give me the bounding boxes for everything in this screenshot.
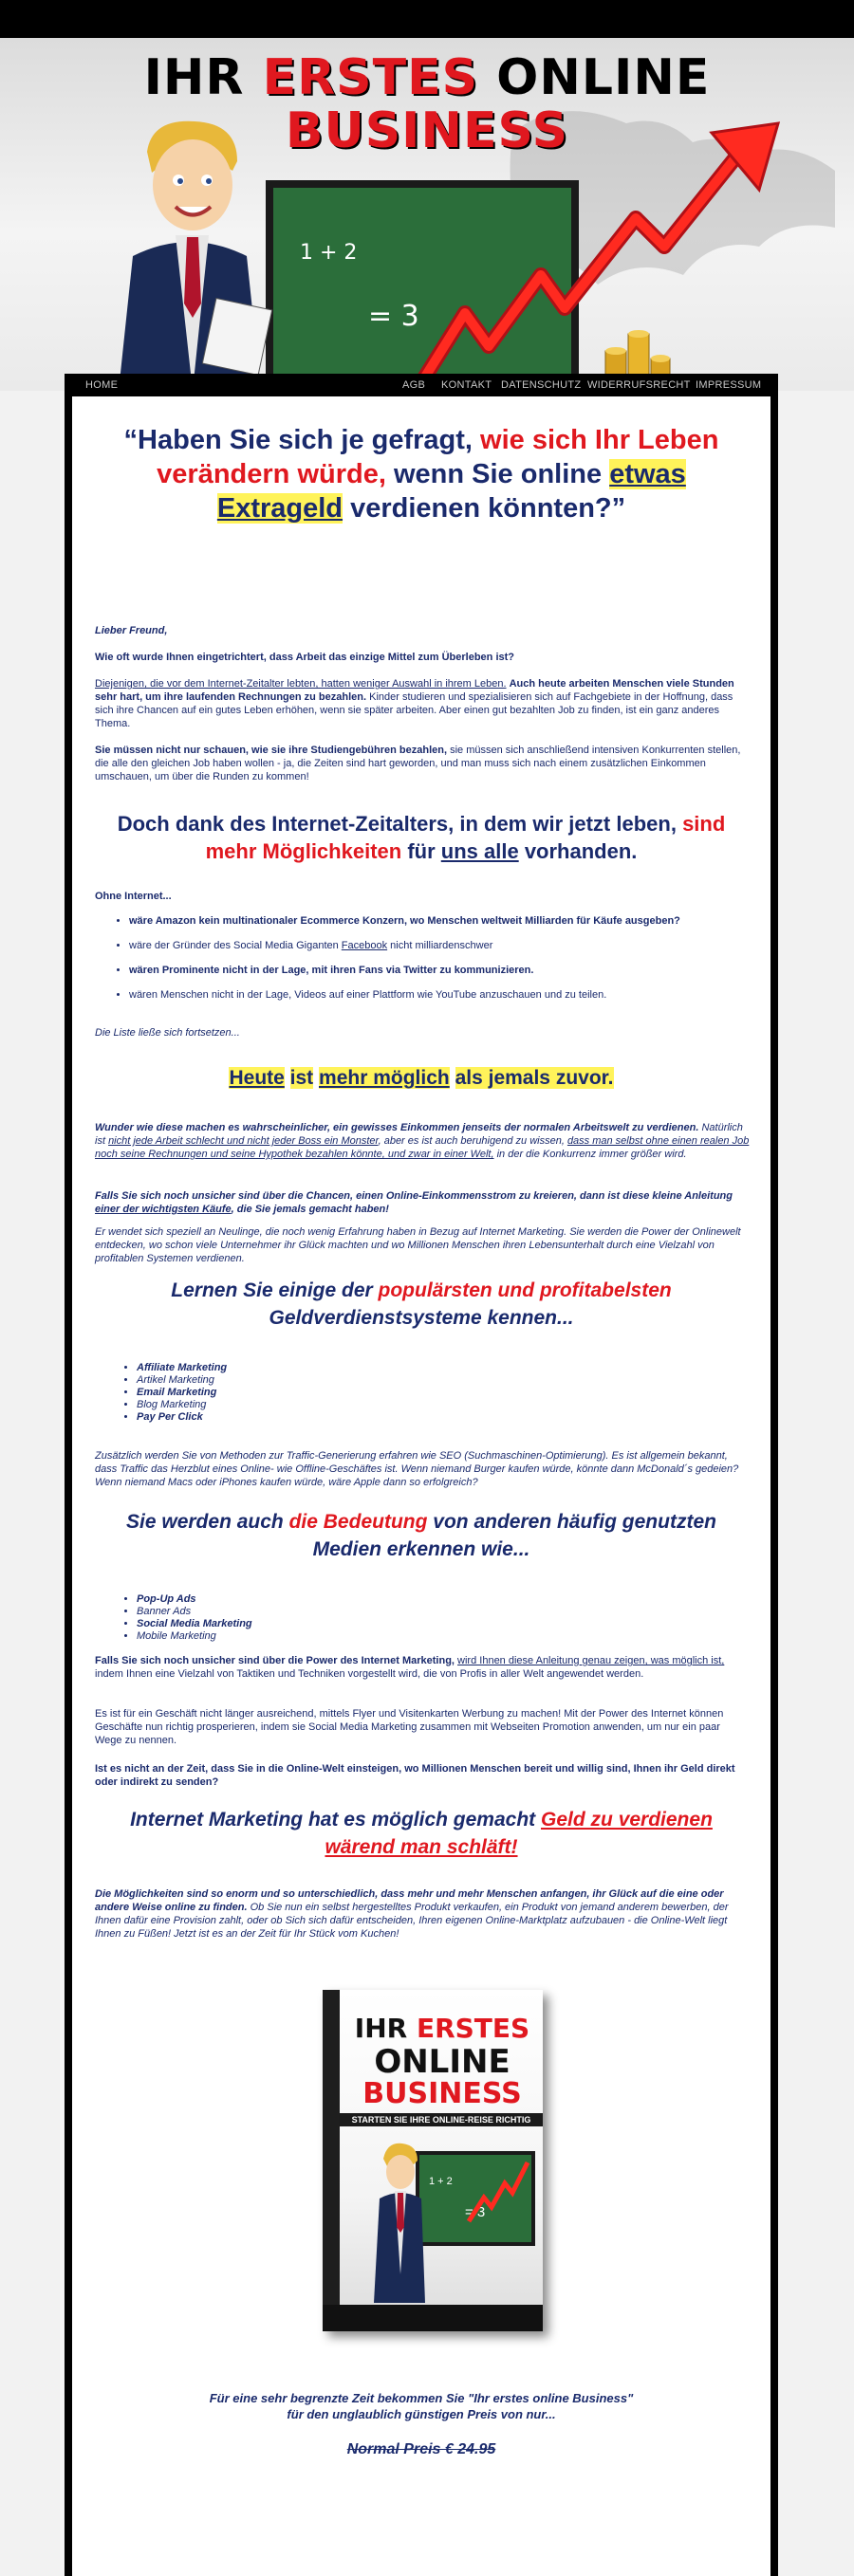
wunder-underline: einer der wichtigsten Käufe bbox=[95, 1204, 232, 1215]
list-item: • Email Marketing bbox=[137, 1387, 763, 1399]
heute-word: ist bbox=[289, 1067, 314, 1089]
list-item: • wären Prominente nicht in der Lage, mit ihren Fans via Twitter zu kommunizieren. bbox=[129, 964, 750, 977]
ebook-cover bbox=[323, 1990, 543, 2331]
wunder-underline: dass man selbst ohne einen realen Job noch seine Rechnungen und seine Hypothek bezahlen könnte, und zwar in einer Welt, bbox=[95, 1135, 750, 1160]
headline-text: “Haben Sie sich je gefragt, bbox=[123, 425, 473, 455]
hero-title-word: ONLINE bbox=[496, 49, 711, 106]
power-paragraph-3: Ist es nicht an der Zeit, dass Sie in die Online-Welt einsteigen, wo Millionen Menschen bereit und willig sind, Ihnen ihr Geld direkt oder indirekt zu senden? bbox=[95, 1763, 735, 1788]
ebook-businessman-illustration bbox=[366, 2142, 433, 2303]
intro-text: Kinder studieren und spezialisieren sich auf Fachgebiete in der Hoffnung, dass sich ihre Chancen auf ein gutes Leben erhöhen, wenn sie später arbeiten. Aber einen gut bezahlten Job zu finden, ist ein ganz anderes Thema. bbox=[95, 691, 733, 729]
ebook-title-word: ERSTES bbox=[416, 2013, 530, 2044]
subheading-systems bbox=[110, 1277, 733, 1332]
page-wrapper bbox=[65, 374, 778, 2576]
ohne-internet-list bbox=[95, 914, 750, 1013]
wunder-text: Natürlich ist bbox=[95, 1122, 743, 1147]
intro-text: sie müssen sich anschließend intensiven Konkurrenten stellen, die alle den gleichen Job haben wollen - ja, die Zeiten sind hart geworden, und man muss sich nach einem zusätzlichen Einkommen umschauen, um über die Runden zu kommen! bbox=[95, 745, 741, 782]
wunder-bold: Falls Sie sich noch unsicher sind über die Chancen, einen Online-Einkommensstrom zu kreieren, dann ist diese kleine Anleitung bbox=[95, 1190, 733, 1202]
power-underline: wird Ihnen diese Anleitung genau zeigen, was möglich ist, bbox=[457, 1655, 725, 1666]
main-content bbox=[72, 396, 770, 2576]
ebook-title-word: IHR bbox=[354, 2013, 408, 2044]
ebook-blackboard bbox=[416, 2151, 535, 2246]
subheading-media bbox=[110, 1508, 733, 1563]
subheading-text: Internet Marketing hat es möglich gemacht bbox=[130, 1809, 536, 1831]
list-item: • Pop-Up Ads bbox=[137, 1593, 763, 1606]
wunder-underline: nicht jede Arbeit schlecht und nicht jeder Boss ein Monster bbox=[108, 1135, 379, 1147]
offer-text bbox=[110, 2390, 733, 2422]
heute-heading bbox=[110, 1064, 733, 1092]
list-item-text: nicht milliardenschwer bbox=[390, 940, 493, 951]
nav-kontakt-link[interactable]: KONTAKT bbox=[441, 379, 492, 391]
top-navigation bbox=[65, 374, 778, 396]
intro-bold: Sie müssen nicht nur schauen, wie sie ihre Studiengebühren bezahlen, bbox=[95, 745, 448, 756]
moeglichkeiten-paragraph bbox=[95, 1887, 750, 1941]
list-item: • Blog Marketing bbox=[137, 1399, 763, 1411]
nav-datenschutz-link[interactable]: DATENSCHUTZ bbox=[501, 379, 582, 391]
hero-title-word: BUSINESS bbox=[285, 102, 569, 159]
ebook-title-line2: ONLINE bbox=[374, 2043, 511, 2081]
subheading-underline: uns alle bbox=[440, 839, 519, 863]
ebook-equation: 1 + 2 bbox=[429, 2176, 453, 2187]
intro-paragraph bbox=[95, 677, 750, 730]
media-list bbox=[108, 1593, 763, 1643]
intro-bold: Auch heute arbeiten Menschen viele Stunden sehr hart, um ihre laufenden Rechnungen zu bezahlen. bbox=[95, 678, 734, 703]
greeting: Lieber Freund, bbox=[95, 625, 168, 636]
wunder-bold: , die Sie jemals gemacht haben! bbox=[231, 1204, 389, 1215]
wunder-paragraph-2 bbox=[95, 1189, 750, 1216]
subheading-text-red: die Bedeutung bbox=[288, 1511, 428, 1533]
subheading-text: für bbox=[407, 839, 436, 863]
list-item: • Pay Per Click bbox=[137, 1411, 763, 1424]
nav-agb-link[interactable]: AGB bbox=[402, 379, 426, 391]
main-headline bbox=[110, 423, 733, 525]
ebook-title-line3: BUSINESS bbox=[362, 2077, 522, 2110]
moeglich-text: Ob Sie nun ein selbst hergestelltes Produkt verkaufen, ein Produkt von jemand anderem bewerben, der Ihnen dafür eine Provision zahlt, oder ob Sich sich dafür entscheiden, Ihren eigenen Online-Marktplatz aufzubauen - die Online-Welt liegt Ihnen zu Füßen! Jetzt ist es an der Zeit für Ihr Stück vom Kuchen! bbox=[95, 1902, 729, 1940]
nav-widerrufsrecht-link[interactable]: WIDERRUFSRECHT bbox=[587, 379, 691, 391]
list-item-text: wäre der Gründer des Social Media Giganten bbox=[129, 940, 339, 951]
list-item: • Banner Ads bbox=[137, 1606, 763, 1618]
normal-price: Normal Preis € 24.95 bbox=[346, 2441, 496, 2457]
wunder-paragraph-3: Er wendet sich speziell an Neulinge, die noch wenig Erfahrung haben in Bezug auf Internet Marketing. Sie werden die Power der Onlinewelt entdecken, wo schon viele Unternehmer ihr Glück machten und wo Millionen Menschen ihren Lebensunterhalt durch eine Vielzahl von profitablen Systemen verdienen. bbox=[95, 1226, 741, 1264]
offer-line: Für eine sehr begrenzte Zeit bekommen Sie "Ihr erstes online Business" bbox=[209, 2391, 634, 2405]
systems-list bbox=[108, 1362, 763, 1424]
wunder-text: in der die Konkurrenz immer größer wird. bbox=[496, 1149, 687, 1160]
top-black-bar bbox=[0, 0, 854, 38]
headline-highlight: etwas Extrageld bbox=[216, 459, 686, 524]
heute-word: mehr möglich bbox=[319, 1067, 450, 1089]
list-item: • Mobile Marketing bbox=[137, 1630, 763, 1643]
heute-word: Heute bbox=[229, 1067, 285, 1089]
subheading-internet-marketing bbox=[110, 1806, 733, 1861]
headline-text: wenn Sie online bbox=[393, 459, 603, 489]
headline-text: verdienen könnten?” bbox=[350, 493, 626, 524]
seo-paragraph: Zusätzlich werden Sie von Methoden zur Traffic-Generierung erfahren wie SEO (Suchmaschinen-Optimierung). Es ist allgemein bekannt, dass Traffic das Herzblut eines Online- wie Offline-Geschäftes ist. Wenn niemand Burger kaufen würde, könnte dann McDonald´s gedeien? Wenn niemand Macs oder iPhones kaufen würde, wäre Apple dann so erfolgreich? bbox=[95, 1450, 739, 1488]
subheading-text: vorhanden. bbox=[524, 839, 638, 863]
power-bold: Falls Sie sich noch unsicher sind über die Power des Internet Marketing, bbox=[95, 1655, 455, 1666]
ebook-cover-image bbox=[294, 1990, 552, 2343]
heute-word: als jemals zuvor. bbox=[455, 1067, 614, 1089]
ebook-base-strip bbox=[323, 2305, 543, 2331]
hero-title-word: IHR bbox=[143, 49, 245, 106]
subheading-text: Lernen Sie einige der bbox=[171, 1279, 373, 1301]
wunder-paragraph bbox=[95, 1121, 750, 1161]
intro-question: Wie oft wurde Ihnen eingetrichtert, dass Arbeit das einzige Mittel zum Überleben ist? bbox=[95, 652, 515, 663]
intro-underline: Diejenigen, die vor dem Internet-Zeitalter lebten, hatten weniger Auswahl in ihrem Leben. bbox=[95, 678, 507, 690]
intro-paragraph-2 bbox=[95, 744, 750, 783]
businessman-illustration bbox=[95, 114, 285, 391]
facebook-link[interactable]: Facebook bbox=[341, 940, 388, 951]
list-item: • wäre Amazon kein multinationaler Ecommerce Konzern, wo Menschen weltweit Milliarden für Käufe ausgeben? bbox=[129, 914, 750, 928]
power-text: indem Ihnen eine Vielzahl von Taktiken und Techniken vorgestellt wird, die von Profis in aller Welt angewendet werden. bbox=[95, 1668, 644, 1680]
subheading-text-red: Geld zu verdienen wärend man schläft! bbox=[325, 1809, 713, 1858]
ebook-title-line1 bbox=[347, 2015, 537, 2043]
list-item: • Social Media Marketing bbox=[137, 1618, 763, 1630]
list-item bbox=[129, 939, 750, 952]
list-continues-note: Die Liste ließe sich fortsetzen... bbox=[95, 1027, 240, 1039]
subheading-text: Doch dank des Internet-Zeitalters, in dem wir jetzt leben, bbox=[117, 812, 677, 836]
hero-banner bbox=[0, 38, 854, 391]
list-item: • Artikel Marketing bbox=[137, 1374, 763, 1387]
ebook-arrow-graphic bbox=[467, 2155, 533, 2231]
list-item: • Affiliate Marketing bbox=[137, 1362, 763, 1374]
board-result: = 3 bbox=[368, 300, 419, 333]
power-paragraph bbox=[95, 1654, 750, 1681]
subheading-text-red: sind mehr Möglichkeiten bbox=[205, 812, 726, 863]
hero-title-word: ERSTES bbox=[262, 49, 479, 106]
subheading-text: Geldverdienstsysteme kennen... bbox=[269, 1307, 574, 1329]
wunder-text: , aber es ist auch beruhigend zu wissen, bbox=[378, 1135, 565, 1147]
subheading-text: von anderen häufig genutzten Medien erkennen wie... bbox=[312, 1511, 716, 1560]
headline-text-red: wie sich Ihr Leben verändern würde, bbox=[157, 425, 719, 489]
moeglich-bold: Die Möglichkeiten sind so enorm und so unterschiedlich, dass mehr und mehr Menschen anfangen, ihr Glück auf die eine oder andere Weise online zu finden. bbox=[95, 1888, 724, 1913]
offer-line: für den unglaublich günstigen Preis von nur... bbox=[287, 2407, 556, 2421]
subheading-text-red: populärsten und profitabelsten bbox=[378, 1279, 672, 1301]
ebook-tagline: STARTEN SIE IHRE ONLINE-REISE RICHTIG bbox=[340, 2113, 543, 2126]
nav-impressum-link[interactable]: IMPRESSUM bbox=[696, 379, 762, 391]
wunder-bold: Wunder wie diese machen es wahrscheinlicher, ein gewisses Einkommen jenseits der normalen Arbeitswelt zu verdienen. bbox=[95, 1122, 699, 1133]
ohne-internet-label: Ohne Internet... bbox=[95, 891, 172, 902]
subheading-text: Sie werden auch bbox=[126, 1511, 284, 1533]
list-item: • wären Menschen nicht in der Lage, Videos auf einer Plattform wie YouTube anzuschauen und zu teilen. bbox=[129, 988, 750, 1002]
subheading-internet-age bbox=[110, 810, 733, 865]
nav-home-link[interactable]: HOME bbox=[85, 379, 119, 391]
board-equation: 1 + 2 bbox=[300, 241, 358, 265]
power-paragraph-2: Es ist für ein Geschäft nicht länger ausreichend, mittels Flyer und Visitenkarten Werbung zu machen! Mit der Power des Internet können Geschäfte nun richtig prosperieren, indem sie Social Media Marketing zusammen mit Webseiten Promotion anwenden, um nur ein paar Wege zu nennen. bbox=[95, 1708, 724, 1746]
ebook-result: = 3 bbox=[465, 2204, 486, 2220]
